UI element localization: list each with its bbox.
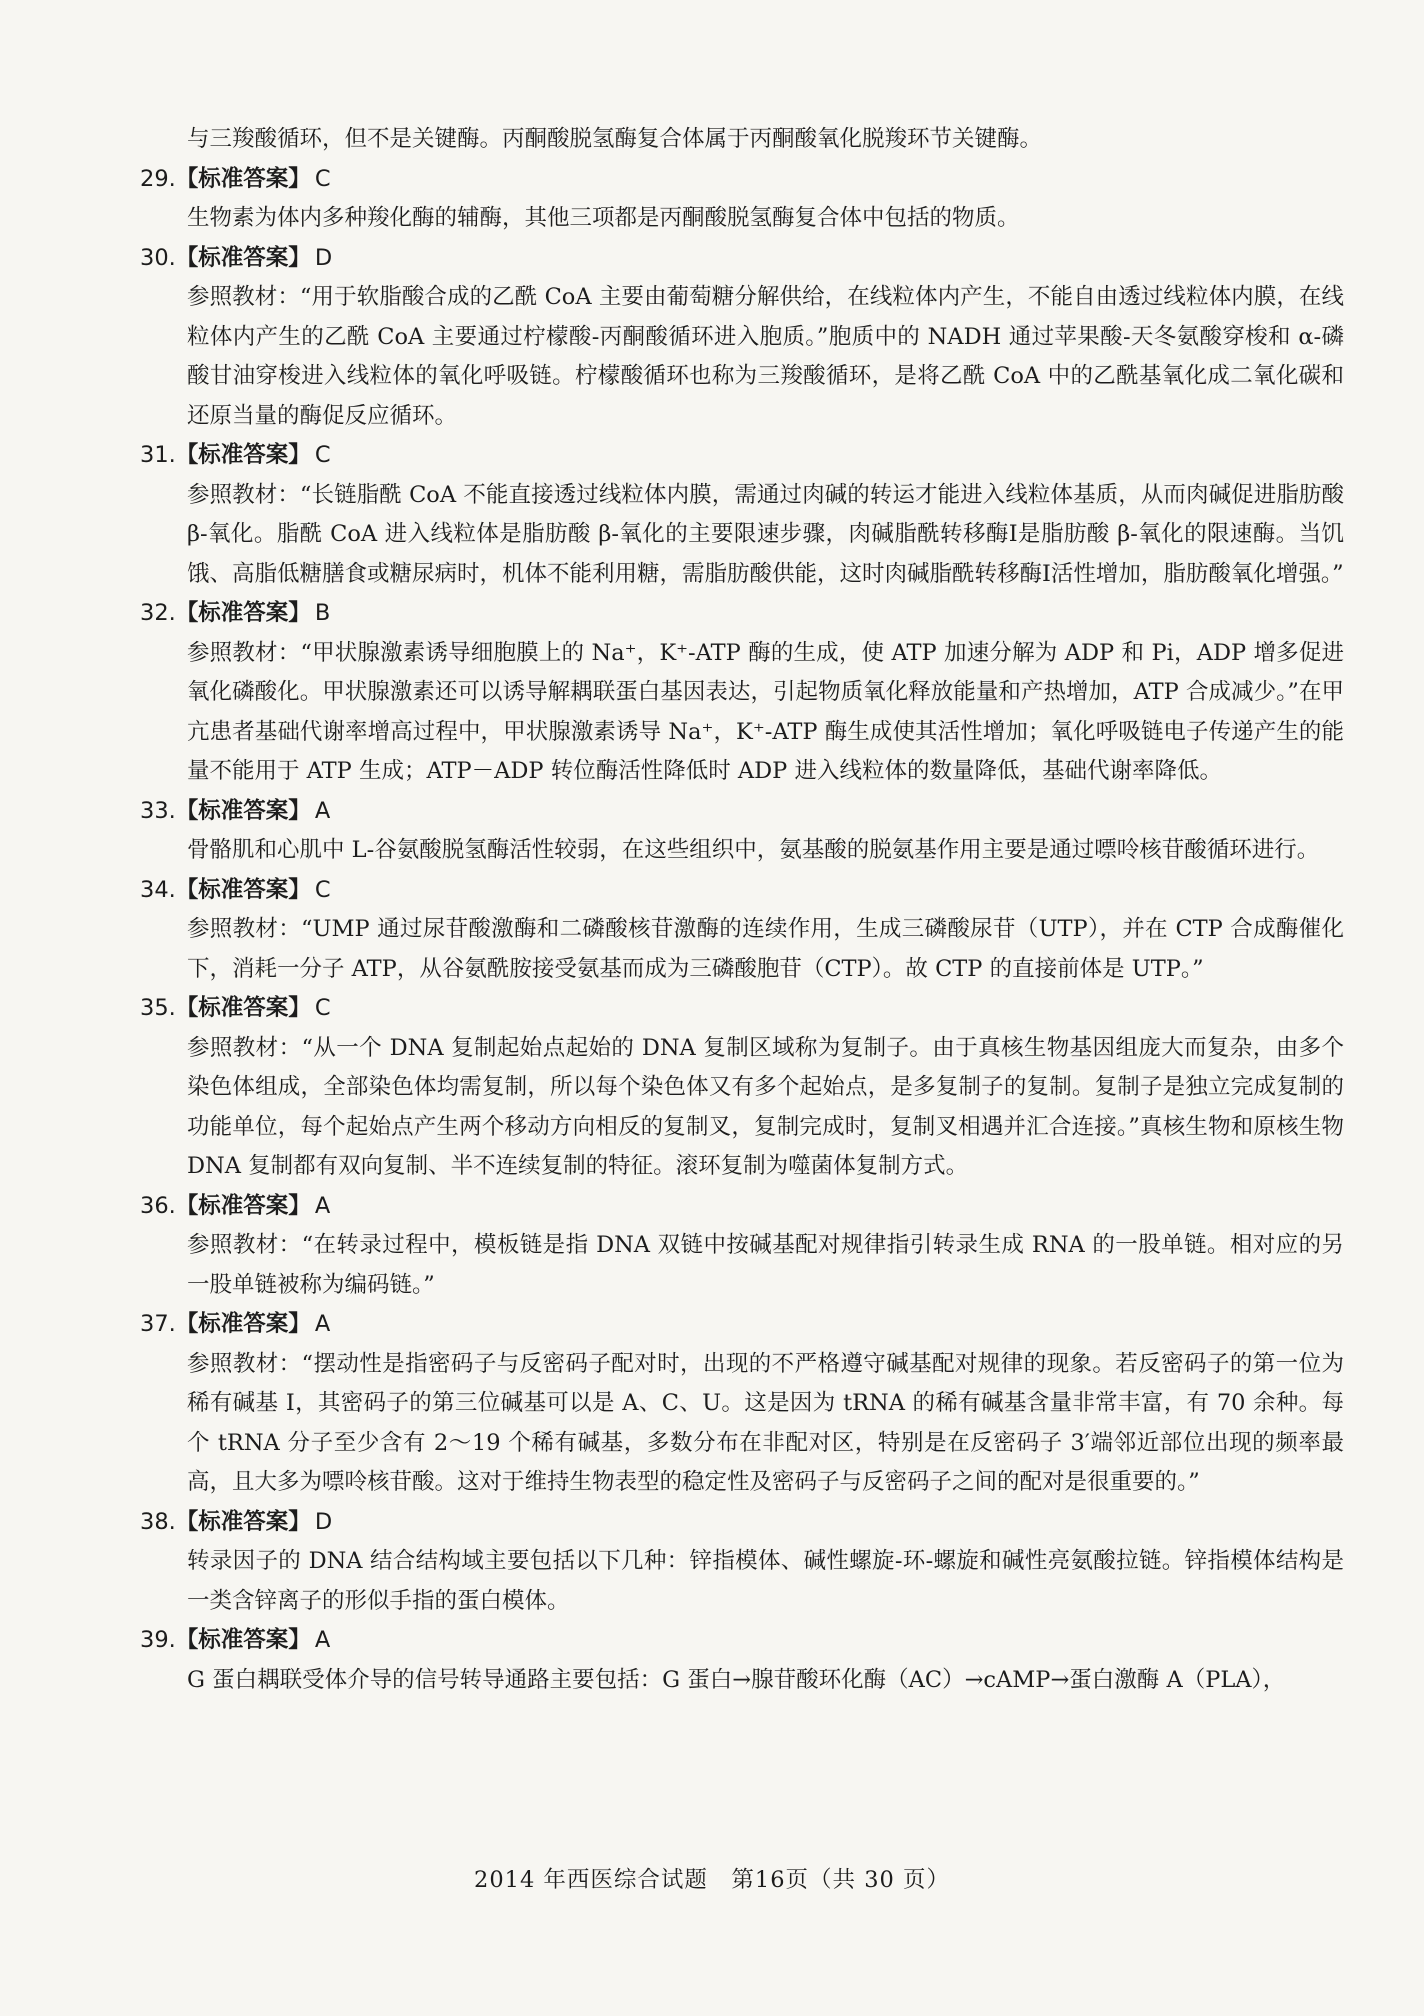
answer-tag: 【标准答案】 (175, 1627, 311, 1653)
answer-tag: 【标准答案】 (175, 600, 311, 626)
question-number: 39. (140, 1627, 176, 1653)
answer-tag: 【标准答案】 (175, 797, 311, 824)
question-number: 37. (140, 1311, 176, 1337)
answer-line (140, 594, 1344, 634)
answer-line (140, 1503, 1344, 1543)
answer-letter: D (314, 1508, 333, 1535)
answer-line (140, 436, 1344, 476)
answer-tag: 【标准答案】 (175, 442, 311, 468)
question-number: 38. (140, 1508, 176, 1535)
explanation-paragraph: 参照教材：“从一个 DNA 复制起始点起始的 DNA 复制区域称为复制子。由于真核生物基因组庞大而复杂，由多个染色体组成，全部染色体均需复制，所以每个染色体又有多个起始点，是多复制子的复制。复制子是独立完成复制的功能单位，每个起始点产生两个移动方向相反的复制叉，复制完成时，复制叉相遇并汇合连接。”真核生物和原核生物 DNA 复制都有双向复制、半不连续复制的特征。滚环复制为噬菌体复制方式。 (187, 1034, 1344, 1179)
explanation-paragraph: 参照教材：“UMP 通过尿苷酸激酶和二磷酸核苷激酶的连续作用，生成三磷酸尿苷（UTP），并在 CTP 合成酶催化下，消耗一分子 ATP，从谷氨酰胺接受氨基而成为三磷酸胞苷（CTP）。故 CTP 的直接前体是 UTP。” (187, 916, 1344, 982)
question-number: 29. (140, 165, 176, 192)
answer-letter: C (314, 876, 331, 903)
answer-line (140, 1305, 1344, 1345)
answer-letter: A (314, 797, 331, 824)
intro-paragraph: 与三羧酸循环，但不是关键酶。丙酮酸脱氢酶复合体属于丙酮酸氧化脱羧环节关键酶。 (187, 126, 1043, 152)
question-number: 35. (140, 995, 176, 1021)
answer-line (140, 1187, 1344, 1227)
answer-line (140, 160, 1344, 200)
answer-tag: 【标准答案】 (175, 244, 311, 271)
answer-line (140, 239, 1344, 279)
answer-letter: D (314, 244, 333, 271)
explanation-paragraph: 参照教材：“用于软脂酸合成的乙酰 CoA 主要由葡萄糖分解供给，在线粒体内产生，不能自由透过线粒体内膜，在线粒体内产生的乙酰 CoA 主要通过柠檬酸-丙酮酸循环进入胞质。”胞质中的 NADH 通过苹果酸-天冬氨酸穿梭和 α-磷酸甘油穿梭进入线粒体的氧化呼吸链。柠檬酸循环也称为三羧酸循环，是将乙酰 CoA 中的乙酰基氧化成二氧化碳和还原当量的酶促反应循环。 (187, 284, 1344, 429)
answer-tag: 【标准答案】 (175, 1311, 311, 1337)
explanation-paragraph: 参照教材：“在转录过程中，模板链是指 DNA 双链中按碱基配对规律指引转录生成 RNA 的一股单链。相对应的另一股单链被称为编码链。” (187, 1232, 1344, 1298)
answer-letter: A (314, 1627, 331, 1653)
explanation-paragraph: 转录因子的 DNA 结合结构域主要包括以下几种：锌指模体、碱性螺旋-环-螺旋和碱性亮氨酸拉链。锌指模体结构是一类含锌离子的形似手指的蛋白模体。 (187, 1548, 1344, 1614)
explanation-paragraph: 参照教材：“甲状腺激素诱导细胞膜上的 Na⁺，K⁺-ATP 酶的生成，使 ATP 加速分解为 ADP 和 Pi，ADP 增多促进氧化磷酸化。甲状腺激素还可以诱导解耦联蛋白基因表达，引起物质氧化释放能量和产热增加，ATP 合成减少。”在甲亢患者基础代谢率增高过程中，甲状腺激素诱导 Na⁺，K⁺-ATP 酶生成使其活性增加；氧化呼吸链电子传递产生的能量不能用于 ATP 生成；ATP－ADP 转位酶活性降低时 ADP 进入线粒体的数量降低，基础代谢率降低。 (187, 639, 1344, 784)
answer-tag: 【标准答案】 (175, 876, 311, 903)
explanation-paragraph: 参照教材：“摆动性是指密码子与反密码子配对时，出现的不严格遵守碱基配对规律的现象。若反密码子的第一位为稀有碱基 I，其密码子的第三位碱基可以是 A、C、U。这是因为 tRNA 的稀有碱基含量非常丰富，有 70 余种。每个 tRNA 分子至少含有 2～19 个稀有碱基，多数分布在非配对区，特别是在反密码子 3′端邻近部位出现的频率最高，且大多为嘌呤核苷酸。这对于维持生物表型的稳定性及密码子与反密码子之间的配对是很重要的。” (187, 1350, 1344, 1495)
page-footer: 2014 年西医综合试题 第16页（共 30 页） (474, 1867, 950, 1893)
answer-tag: 【标准答案】 (175, 1192, 311, 1219)
answer-line (140, 1621, 1344, 1661)
answer-letter: C (314, 995, 331, 1021)
question-number: 33. (140, 797, 176, 824)
answer-letter: B (314, 600, 331, 626)
answer-tag: 【标准答案】 (175, 165, 311, 192)
explanation-paragraph: 生物素为体内多种羧化酶的辅酶，其他三项都是丙酮酸脱氢酶复合体中包括的物质。 (187, 205, 1020, 231)
answer-explanations (140, 120, 1344, 1700)
answer-line (140, 792, 1344, 832)
answer-tag: 【标准答案】 (175, 995, 311, 1021)
answer-letter: C (314, 442, 331, 468)
question-number: 34. (140, 876, 176, 903)
answer-letter: A (314, 1192, 331, 1219)
answer-line (140, 989, 1344, 1029)
answer-letter: A (314, 1311, 331, 1337)
explanation-paragraph: 参照教材：“长链脂酰 CoA 不能直接透过线粒体内膜，需通过肉碱的转运才能进入线粒体基质，从而肉碱促进脂肪酸 β-氧化。脂酰 CoA 进入线粒体是脂肪酸 β-氧化的主要限速步骤，肉碱脂酰转移酶Ⅰ是脂肪酸 β-氧化的限速酶。当饥饿、高脂低糖膳食或糖尿病时，机体不能利用糖，需脂肪酸供能，这时肉碱脂酰转移酶Ⅰ活性增加，脂肪酸氧化增强。” (187, 481, 1344, 587)
answer-tag: 【标准答案】 (175, 1508, 311, 1535)
answer-letter: C (314, 165, 331, 192)
answer-line (140, 871, 1344, 911)
explanation-paragraph: 骨骼肌和心肌中 L-谷氨酸脱氢酶活性较弱，在这些组织中，氨基酸的脱氨基作用主要是通过嘌呤核苷酸循环进行。 (187, 837, 1320, 863)
explanation-paragraph: G 蛋白耦联受体介导的信号转导通路主要包括：G 蛋白→腺苷酸环化酶（AC）→cAMP→蛋白激酶 A（PLA）， (187, 1666, 1286, 1693)
question-number: 32. (140, 600, 176, 626)
question-number: 36. (140, 1192, 176, 1219)
question-number: 31. (140, 442, 176, 468)
question-number: 30. (140, 244, 176, 271)
